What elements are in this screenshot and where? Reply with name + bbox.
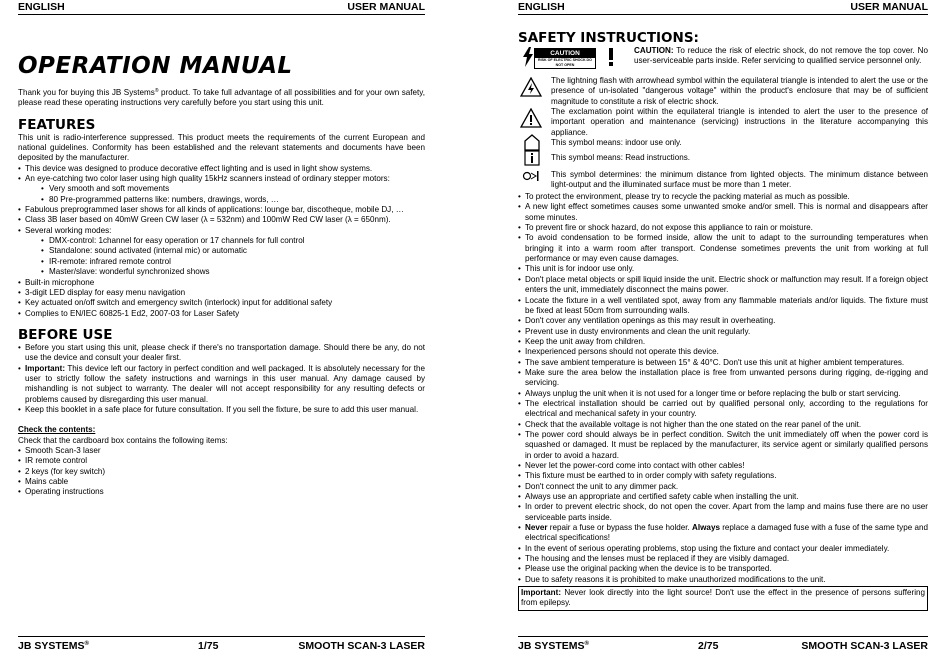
lightning-paragraph: The lightning flash with arrowhead symbol within the equilateral triangle is intended to alert the use or the presence of un-isolated "dangerous voltage" within the product's enclosure that may be of sufficient magnitude to constitute a risk of electric shock. (551, 76, 928, 106)
page-header (18, 1, 425, 15)
list-item: • Always unplug the unit when it is not used for a longer time or before replacing the bulb or start servicing. (518, 389, 928, 399)
list-item: • 3-digit LED display for easy menu navigation (18, 288, 425, 298)
list-item: • Mains cable (18, 477, 425, 487)
always-label: Always (692, 523, 720, 533)
caution-row (518, 46, 928, 76)
footer-brand-text: JB SYSTEMS (18, 640, 85, 652)
intro-text-b: product. To take full advantage of all possibilities and for your own safety, please read these operating instructions very carefully before you start using this unit. (18, 88, 425, 108)
warning-triangle-icon (520, 108, 542, 128)
list-item: • In the event of serious operating problems, stop using the fixture and contact your dealer immediately. (518, 544, 928, 554)
list-item: • Standalone: sound activated (internal mic) or automatic (18, 246, 425, 256)
list-item: • Inexperienced persons should not operate this device. (518, 347, 928, 357)
important-label: Important: (25, 363, 66, 373)
intro-text-a: Thank you for buying this JB Systems (18, 88, 155, 97)
footer-brand (18, 640, 89, 652)
list-item: • Locate the fixture in a well ventilated spot, away from any flammable materials and/or liquids. The fixture must be fixed at least 50cm from surrounding walls. (518, 296, 928, 317)
header-language: ENGLISH (18, 1, 65, 13)
intro-paragraph (18, 86, 425, 109)
check-contents-heading: Check the contents: (18, 425, 96, 435)
distance-paragraph: This symbol determines: the minimum distance from lighted objects. The minimum distance between light-output and the illuminated surface must be more than 1 meter. (551, 170, 928, 190)
page-content (518, 18, 928, 634)
list-item (18, 364, 425, 405)
page-left (18, 0, 425, 654)
list-item: • This device was designed to produce decorative effect lighting and is used in light show systems. (18, 164, 425, 174)
safety-list (518, 192, 928, 585)
page-header (518, 1, 928, 15)
registered-mark: ® (154, 88, 159, 94)
list-item: • IR remote control (18, 456, 425, 466)
page-right (518, 0, 928, 654)
list-item: • In order to prevent electric shock, do not open the cover. Apart from the lamp and mains fuse there are no user serviceable parts inside. (518, 502, 928, 523)
features-list (18, 205, 425, 236)
modes-sublist (18, 236, 425, 277)
features-intro: This unit is radio-interference suppressed. This product meets the requirements of the current European and national guidelines. Conformity has been established and the relevant statements and documents have been deposited by the manufacturer. (18, 132, 425, 163)
distance-icon (522, 170, 542, 182)
contents-intro: Check that the cardboard box contains the following items: (18, 435, 228, 445)
list-item: • Before you start using this unit, please check if there's no transportation damage. Should there be any, do not use the device and consult your dealer first. (18, 343, 425, 364)
list-item (518, 523, 928, 544)
list-item: • Make sure the area below the installation place is free from unwanted persons during rigging, de-rigging and servicing. (518, 368, 928, 389)
list-item: • 2 keys (for key switch) (18, 467, 425, 477)
before-use-heading: BEFORE USE (18, 326, 113, 343)
list-item: • Operating instructions (18, 487, 425, 497)
important-text: Never look directly into the light source! Don't use the effect in the presence of persons suffering from epilepsy. (521, 588, 925, 608)
features-list (18, 278, 425, 319)
list-item: • Don't place metal objects or spill liquid inside the unit. Electric shock or malfunction may result. If a foreign object enters the unit, immediately disconnect the mains power. (518, 275, 928, 296)
list-item: • To avoid condensation to be formed inside, allow the unit to adapt to the surrounding temperatures when bringing it into a warm room after transport. Condense sometimes prevents the unit from working at full performance or may even cause damages. (518, 233, 928, 264)
list-item: • DMX-control: 1channel for easy operation or 17 channels for full control (18, 236, 425, 246)
list-item: • Always use an appropriate and certified safety cable when installing the unit. (518, 492, 928, 502)
indoor-row (518, 138, 928, 150)
footer-model: SMOOTH SCAN-3 LASER (801, 640, 928, 652)
list-item: • This fixture must be earthed to in order comply with safety regulations. (518, 471, 928, 481)
list-item: • Class 3B laser based on 40mW Green CW laser (λ = 532nm) and 100mW Red CW laser (λ = 650nm). (18, 215, 425, 225)
distance-row (518, 170, 928, 192)
caution-label: CAUTION: (634, 46, 674, 55)
list-item: • Very smooth and soft movements (18, 184, 425, 194)
caution-text: To reduce the risk of electric shock, do not remove the top cover. No user-serviceable parts inside. Refer servicing to qualified service personnel only. (634, 46, 928, 66)
fuse-text-a: repair a fuse or bypass the fuse holder. (547, 523, 693, 533)
fuse-text-b: replace a damaged fuse with a fuse of the same type and electrical specifications! (525, 523, 928, 543)
safety-heading: SAFETY INSTRUCTIONS: (518, 30, 699, 46)
list-item: • The housing and the lenses must be replaced if they are visibly damaged. (518, 554, 928, 564)
list-item: • To protect the environment, please try to recycle the packing material as much as possible. (518, 192, 928, 202)
list-item: • A new light effect sometimes causes some unwanted smoke and/or smell. This is normal and disappears after some minutes. (518, 202, 928, 223)
header-doc-type: USER MANUAL (850, 1, 928, 13)
list-item: • 80 Pre-programmed patterns like: numbers, drawings, words, … (18, 195, 425, 205)
contents-list (18, 446, 425, 498)
indoor-paragraph: This symbol means: indoor use only. (551, 138, 682, 148)
before-use-list (18, 343, 425, 415)
list-item: • The electrical installation should be carried out by qualified personal only, according to the regulations for electrical and mechanical safety in your country. (518, 399, 928, 420)
footer-brand-text: JB SYSTEMS (518, 640, 585, 652)
list-item: • Don't cover any ventilation openings as this may result in overheating. (518, 316, 928, 326)
page-content (18, 18, 425, 634)
list-item: • IR-remote: infrared remote control (18, 257, 425, 267)
footer-page-number: 1/75 (198, 640, 219, 652)
page-title: OPERATION MANUAL (18, 53, 293, 79)
caution-box-title: CAUTION (535, 49, 595, 58)
footer-model: SMOOTH SCAN-3 LASER (298, 640, 425, 652)
list-item: • An eye-catching two color laser using high quality 15kHz scanners instead of ordinary stepper motors: (18, 174, 425, 184)
features-sublist (18, 184, 425, 205)
list-item: • Prevent use in dusty environments and clean the unit regularly. (518, 327, 928, 337)
book-info-icon (523, 150, 541, 166)
header-language: ENGLISH (518, 1, 565, 13)
lightning-triangle-icon (520, 77, 542, 97)
read-row (518, 153, 928, 167)
footer-brand-mark: ® (84, 641, 89, 647)
caution-label-box (534, 48, 596, 69)
page-footer (18, 636, 425, 652)
never-label: Never (525, 523, 548, 533)
list-item: • Check that the available voltage is not higher than the one stated on the rear panel of the unit. (518, 420, 928, 430)
list-item: • Please use the original packing when the device is to be transported. (518, 564, 928, 574)
list-item: • Smooth Scan-3 laser (18, 446, 425, 456)
features-list (18, 164, 425, 185)
list-item: • This unit is for indoor use only. (518, 264, 928, 274)
list-item: • Master/slave: wonderful synchronized shows (18, 267, 425, 277)
page-footer (518, 636, 928, 652)
caution-paragraph (634, 46, 928, 67)
house-icon (523, 133, 541, 151)
footer-brand (518, 640, 589, 652)
footer-page-number: 2/75 (698, 640, 719, 652)
list-item: • Never let the power-cord come into contact with other cables! (518, 461, 928, 471)
list-item: • The save ambient temperature is between 15° & 40°C. Don't use this unit at higher ambient temperatures. (518, 358, 928, 368)
caution-box-sub: RISK OF ELECTRIC SHOCK DO NOT OPEN (538, 58, 592, 67)
exclamation-row (518, 107, 928, 138)
important-note-box (518, 586, 928, 611)
lightning-row (518, 76, 928, 107)
list-item: • Fabulous preprogrammed laser shows for all kinds of applications: lounge bar, discotheque, mobile DJ, … (18, 205, 425, 215)
list-item: • Several working modes: (18, 226, 425, 236)
lightning-icon (522, 47, 534, 67)
important-text: This device left our factory in perfect condition and well packaged. It is absolutely necessary for the user to strictly follow the safety instructions and warnings in this user manual. Any damage caused by mishandling is not subject to warranty. The dealer will not accept responsibility for any resulting defects or problems caused by disregarding this user manual. (25, 363, 425, 404)
read-paragraph: This symbol means: Read instructions. (551, 153, 690, 163)
list-item: • Built-in microphone (18, 278, 425, 288)
list-item: • Due to safety reasons it is prohibited to make unauthorized modifications to the unit. (518, 575, 928, 585)
header-doc-type: USER MANUAL (347, 1, 425, 13)
list-item: • Don't connect the unit to any dimmer pack. (518, 482, 928, 492)
list-item: • Keep this booklet in a safe place for future consultation. If you sell the fixture, be sure to add this user manual. (18, 405, 425, 415)
exclamation-paragraph: The exclamation point within the equilateral triangle is intended to alert the user to the presence of important operation and maintenance (servicing) instructions in the literature accompanying this appliance. (551, 107, 928, 137)
list-item: • Key actuated on/off switch and emergency switch (interlock) input for additional safety (18, 298, 425, 308)
list-item: • To prevent fire or shock hazard, do not expose this appliance to rain or moisture. (518, 223, 928, 233)
list-item: • Keep the unit away from children. (518, 337, 928, 347)
list-item: • The power cord should always be in perfect condition. Switch the unit immediately off when the power cord is squashed or damaged. It must be replaced by the manufacturer, its service agent or similarly qualified persons in order to avoid a hazard. (518, 430, 928, 461)
exclamation-icon (603, 47, 619, 67)
footer-brand-mark: ® (584, 641, 589, 647)
features-heading: FEATURES (18, 116, 96, 133)
list-item: • Complies to EN/IEC 60825-1 Ed2, 2007-03 for Laser Safety (18, 309, 425, 319)
important-label: Important: (521, 588, 562, 598)
